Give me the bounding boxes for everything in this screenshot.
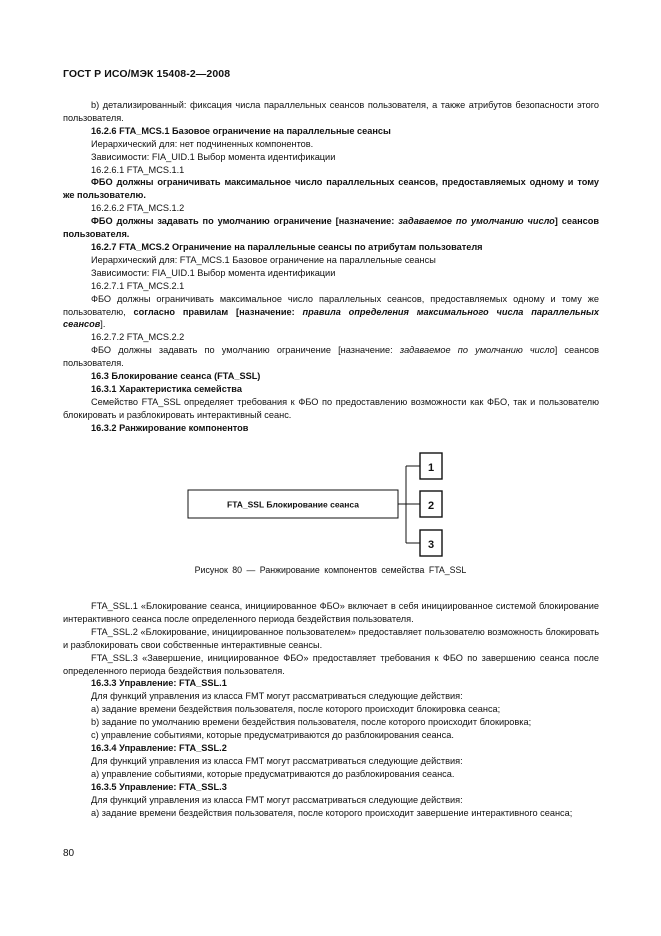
section-16-2-6-dependencies: Зависимости: FIA_UID.1 Выбор момента идентификации (91, 151, 336, 162)
section-16-3-4-heading: 16.3.4 Управление: FTA_SSL.2 (91, 742, 227, 753)
component-leveling-diagram (0, 452, 661, 582)
assignment-italic: задаваемое по умолчанию число (399, 345, 555, 356)
text-bold-part: согласно правилам [назначение: (133, 306, 303, 317)
component-label-1: 1 (427, 462, 435, 474)
ssl1-description: FTA_SSL.1 «Блокирование сеанса, инициированное ФБО» включает в себя инициированное системой блокирование интерактивного сеанса после определенного периода бездействия пользователя. (63, 601, 599, 624)
section-16-3-1-text: Семейство FTA_SSL определяет требования к ФБО по предоставлению возможности как ФБО, так и пользователю блокировать и разблокировать интерактивный сеанс. (63, 396, 599, 420)
section-16-3-2-heading: 16.3.2 Ранжирование компонентов (91, 422, 249, 433)
text-part: ]. (100, 319, 106, 330)
section-16-2-7-2-label: 16.2.7.2 FTA_MCS.2.2 (91, 332, 185, 343)
section-16-3-3-heading: 16.3.3 Управление: FTA_SSL.1 (91, 678, 227, 689)
section-16-2-6-heading: 16.2.6 FTA_MCS.1 Базовое ограничение на параллельные сеансы (91, 125, 391, 136)
section-16-3-4-intro: Для функций управления из класса FMT могут рассматриваться следующие действия: (91, 755, 463, 766)
section-16-2-7-hierarchical: Иерархический для: FTA_MCS.1 Базовое ограничение на параллельные сеансы (91, 254, 436, 265)
section-16-2-6-1-text: ФБО должны ограничивать максимальное число параллельных сеансов, предоставляемых одному и тому же пользователю. (63, 177, 599, 201)
page-number: 80 (63, 848, 75, 859)
section-16-3-3-item-a: а) задание времени бездействия пользователя, после которого происходит блокировка сеанса; (91, 704, 501, 715)
body-text-top (63, 99, 599, 435)
section-16-3-3-item-b: b) задание по умолчанию времени бездействия пользователя, после которого происходит блокировка; (91, 717, 532, 728)
body-text-bottom (63, 600, 599, 819)
section-16-2-7-heading: 16.2.7 FTA_MCS.2 Ограничение на параллельные сеансы по атрибутам пользователя (91, 241, 483, 252)
text-part: ] сеансов пользователя. (63, 216, 599, 240)
component-label-3: 3 (427, 539, 435, 551)
section-16-2-6-hierarchical: Иерархический для: нет подчиненных компонентов. (91, 138, 314, 149)
assignment-italic: задаваемое по умолчанию число (398, 216, 555, 227)
section-16-3-5-heading: 16.3.5 Управление: FTA_SSL.3 (91, 781, 227, 792)
assignment-italic: правила определения максимального числа параллельных сеансов (63, 306, 599, 330)
ssl2-description: FTA_SSL.2 «Блокирование, инициированное пользователем» предоставляет пользователю возможность блокировать и разблокировать свои собственные интерактивные сеансы. (63, 626, 599, 650)
section-16-2-7-2-text (63, 344, 599, 370)
component-label-2: 2 (427, 500, 435, 512)
section-16-2-6-1-label: 16.2.6.1 FTA_MCS.1.1 (91, 164, 185, 175)
section-16-3-5-item-a: а) задание времени бездействия пользователя, после которого происходит завершение интерактивного сеанса; (91, 807, 573, 818)
section-16-2-7-1-label: 16.2.7.1 FTA_MCS.2.1 (91, 280, 185, 291)
figure-caption: Рисунок 80 — Ранжирование компонентов семейства FTA_SSL (194, 565, 467, 575)
section-16-3-1-heading: 16.3.1 Характеристика семейства (91, 383, 242, 394)
section-16-3-heading: 16.3 Блокирование сеанса (FTA_SSL) (91, 371, 261, 382)
section-16-3-3-item-c: c) управление событиями, которые предусматриваются до разблокирования сеанса. (91, 730, 454, 741)
section-16-2-7-1-text (63, 293, 599, 332)
document-header: ГОСТ Р ИСО/МЭК 15408-2—2008 (63, 68, 231, 80)
family-box-label: FTA_SSL Блокирование сеанса (227, 499, 359, 510)
text-part: ФБО должны ограничивать максимальное число параллельных сеансов, предоставляемых одному и тому же пользователю, (63, 293, 599, 317)
section-16-3-4-item-a: а) управление событиями, которые предусматриваются до разблокирования сеанса. (91, 768, 455, 779)
section-16-3-5-intro: Для функций управления из класса FMT могут рассматриваться следующие действия: (91, 794, 463, 805)
section-16-3-3-intro: Для функций управления из класса FMT могут рассматриваться следующие действия: (91, 691, 463, 702)
section-16-2-7-dependencies: Зависимости: FIA_UID.1 Выбор момента идентификации (91, 267, 336, 278)
section-16-2-6-2-label: 16.2.6.2 FTA_MCS.1.2 (91, 203, 185, 214)
text-part: ] сеансов пользователя. (63, 345, 599, 369)
paragraph-b-detailed: b) детализированный: фиксация числа параллельных сеансов пользователя, а также атрибутов безопасности этого пользователя. (63, 100, 599, 123)
text-part: ФБО должны задавать по умолчанию ограничение [назначение: (91, 216, 399, 227)
text-part: ФБО должны задавать по умолчанию ограничение [назначение: (91, 345, 400, 356)
section-16-2-6-2-text (63, 215, 599, 241)
ssl3-description: FTA_SSL.3 «Завершение, инициированное ФБО» предоставляет требования к ФБО по завершению сеанса после определенного периода бездействия пользователя. (63, 652, 599, 676)
